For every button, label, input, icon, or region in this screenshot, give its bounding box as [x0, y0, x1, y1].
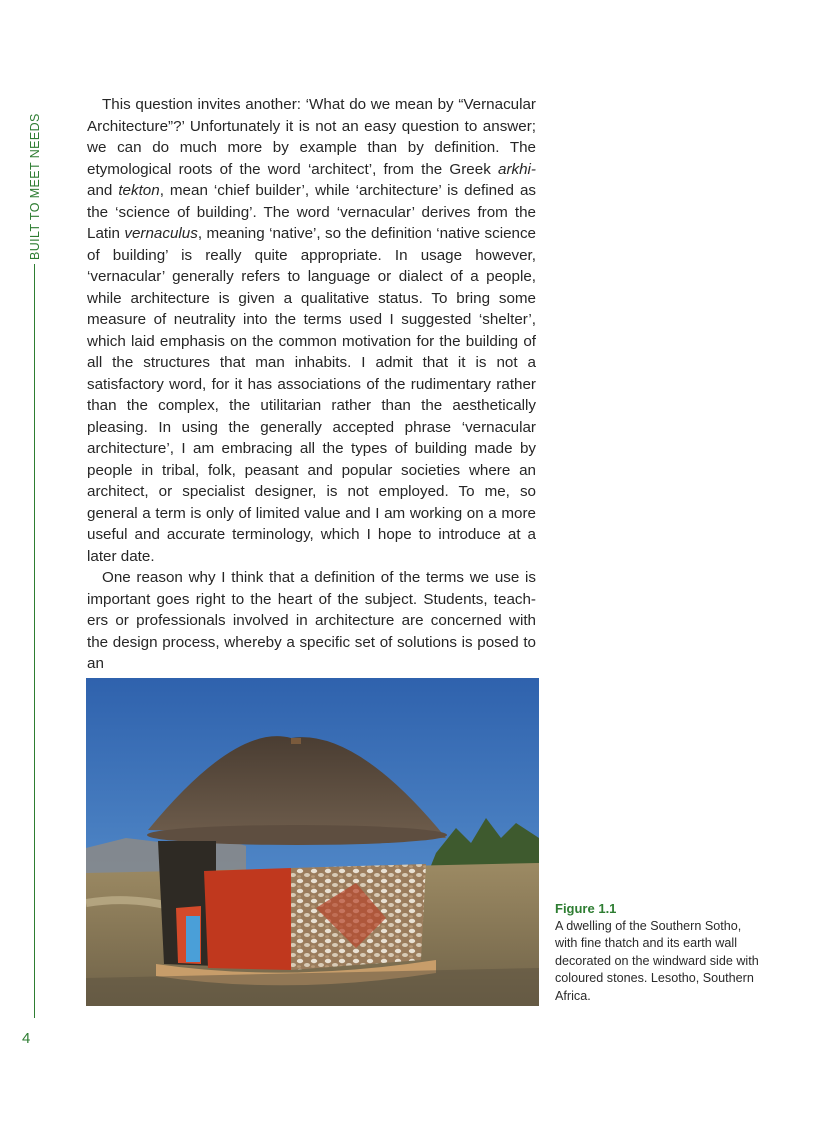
red-wall [204, 868, 291, 970]
running-head [26, 96, 44, 1022]
text-run: , mean ‘chief builder’, while ‘architecture’ is defined as the ‘science of building’. The word ‘vernacular’ derives from the Latin [87, 182, 536, 242]
text-run: , meaning ‘native’, so the definition ‘native science of building’ is really quite appropriate. In usage however, ‘vernacular’ generally refers to language or dialect of a people, while architecture is given a qualitative status. To bring some measure of neutrality into the terms used I suggested ‘shelter’, which laid emphasis on the common motivation for the building of all the structures that man inhabits. I admit that it is not a satisfactory word, for it has associations of the rudimentary rather than the complex, the utilitarian rather than the aesthetically pleasing. In using the generally accepted phrase ‘vernacular architecture’, I am embracing all the types of building made by people in tribal, folk, peasant and popular societies where an architect, or specialist designer, is not employed. To me, so general a term is only of limited value and I am working on a more useful and accurate terminology, which I hope to introduce at a later date. [87, 225, 537, 565]
figure-caption [555, 900, 760, 1006]
page-number: 4 [22, 1030, 31, 1047]
body-text [87, 94, 536, 675]
figure-label: Figure 1.1 [555, 901, 617, 916]
text-run: One reason why I think that a definition of the terms we use is important goes right to the heart of the subject. Students, teach-ers or professionals involved in architecture are concerned with the design process, whereby a specific set of solutions is posed to an [87, 569, 536, 672]
text-run: This question invites another: ‘What do we mean by “Vernacular Architecture”?’ Unfortunately it is not an easy question to answer; we can do much more by example than by definition. The etymological roots of the word ‘architect’, from the Greek [87, 96, 536, 178]
figure-photo [86, 678, 539, 1006]
hut-photo-illustration [86, 678, 539, 1006]
body-paragraph [87, 94, 536, 567]
text-run: and [87, 182, 119, 199]
blue-door [186, 916, 200, 962]
figure-caption-text: A dwelling of the Southern Sotho, with fine thatch and its earth wall decorated on the windward side with coloured stones. Lesotho, Southern Africa. [555, 918, 759, 1003]
italic-term: vernaculus [124, 225, 198, 242]
italic-term: arkhi- [498, 160, 536, 178]
running-head-rule [34, 264, 35, 1018]
running-head-section: BUILT TO MEET NEEDS [28, 113, 42, 260]
roof-apex [291, 738, 301, 744]
body-paragraph [87, 567, 536, 675]
italic-term: tekton [118, 182, 160, 199]
